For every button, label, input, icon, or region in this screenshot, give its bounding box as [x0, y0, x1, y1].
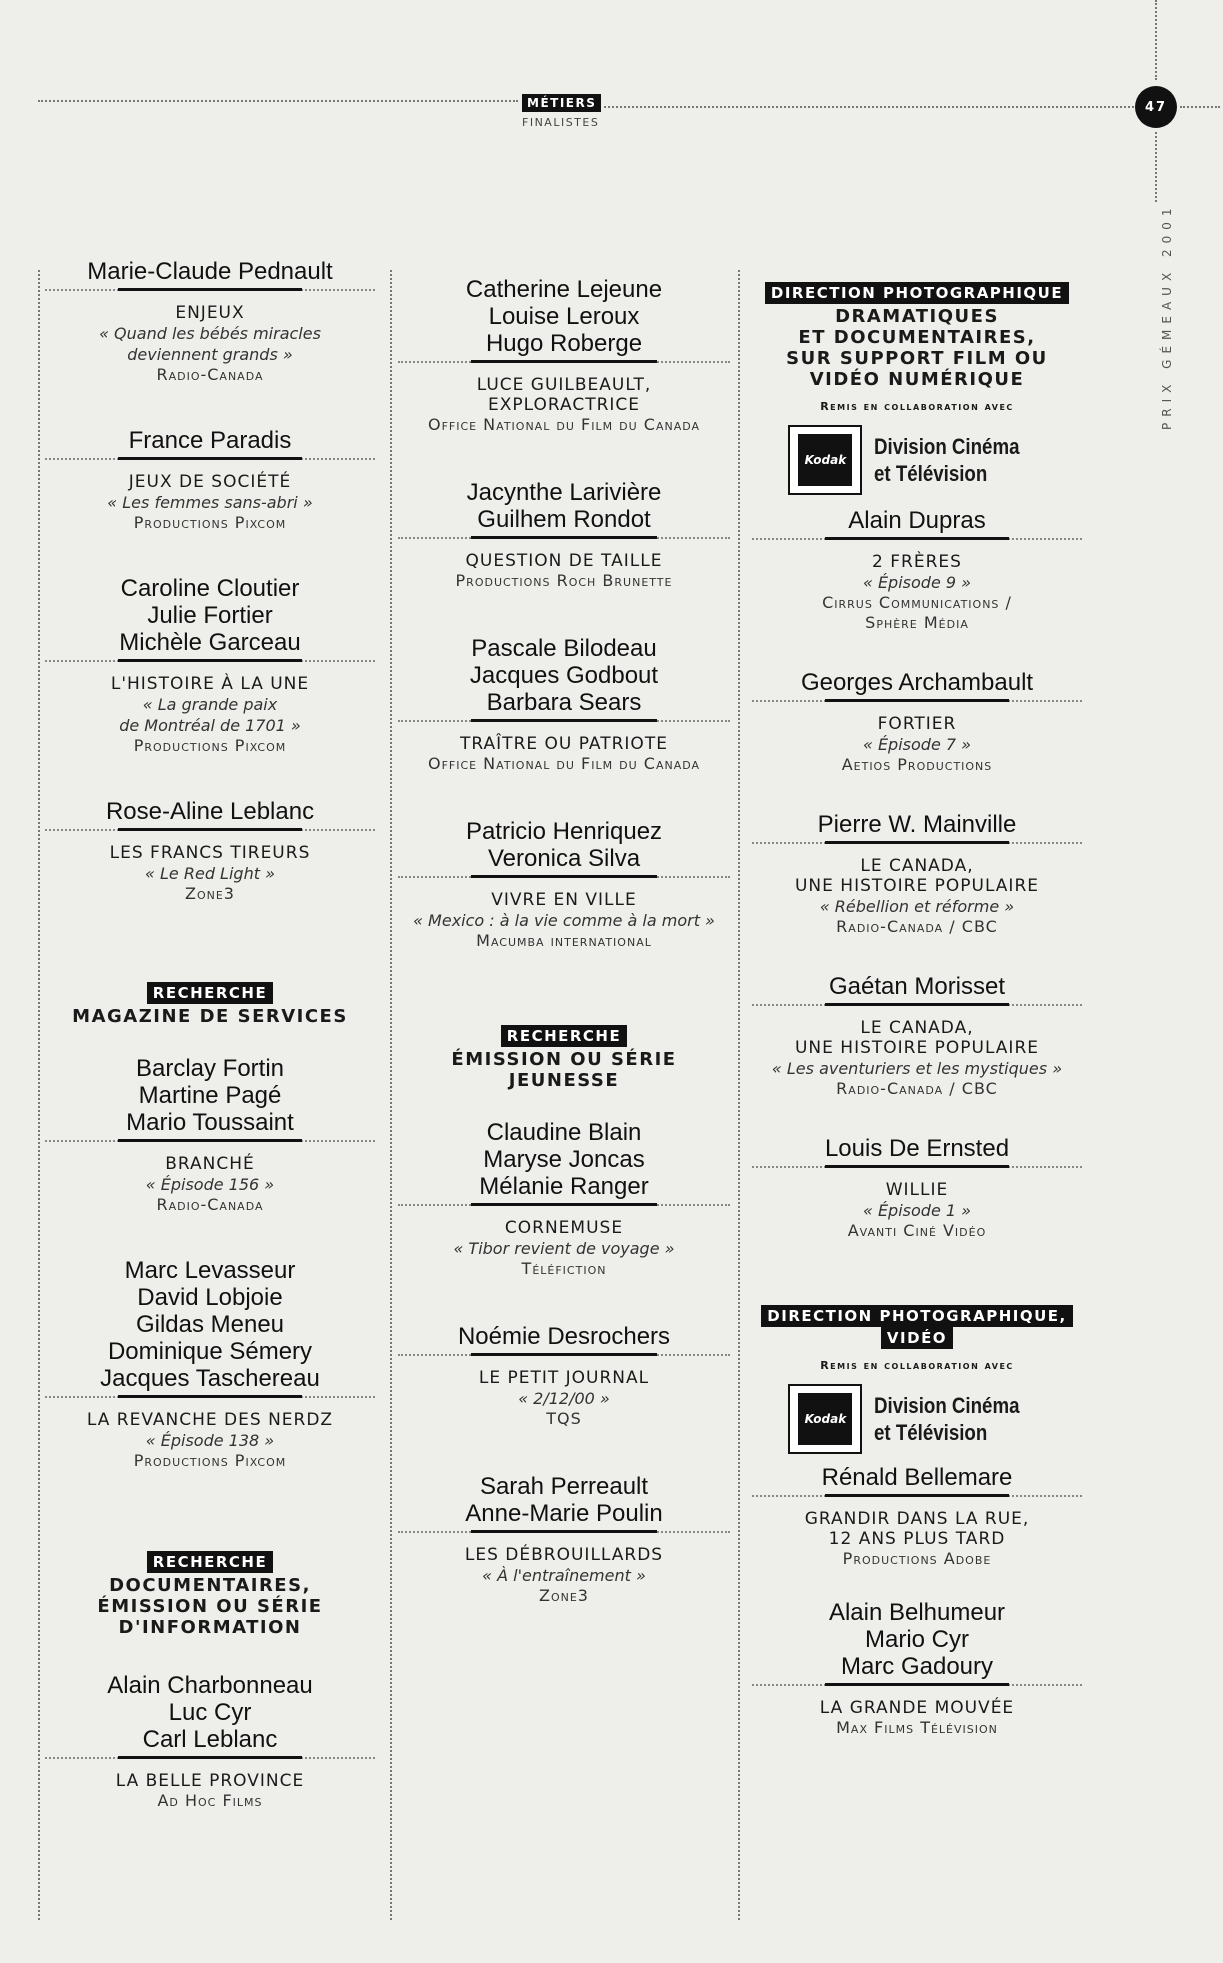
producer-name: Macumba international: [476, 931, 652, 950]
entry-separator: [45, 660, 375, 664]
episode-title: « Les femmes sans-abri »: [107, 493, 313, 512]
producer-name: Radio-Canada / CBC: [836, 1079, 998, 1098]
nominee-names: [398, 635, 730, 716]
nominee-names: [398, 479, 730, 533]
nominee-entry: [398, 1119, 730, 1279]
nominee-name: Marc Levasseur: [124, 1257, 296, 1284]
entry-separator: [45, 1140, 375, 1144]
producer-name: Productions Pixcom: [133, 1451, 287, 1470]
nominee-names: [398, 1323, 730, 1350]
category-title-line: VIDÉO NUMÉRIQUE: [809, 369, 1025, 390]
entry-separator: [45, 1396, 375, 1400]
episode-title: « Mexico : à la vie comme à la mort »: [413, 911, 715, 930]
category-title-line: DOCUMENTAIRES,: [109, 1575, 311, 1596]
nominee-entry: [45, 427, 375, 533]
producer-name: Avanti Ciné Vidéo: [847, 1221, 987, 1240]
column-3: [752, 282, 1082, 1738]
category-title: [752, 306, 1082, 390]
entry-group-2a: [398, 276, 730, 951]
nominee-name: Louise Leroux: [488, 303, 640, 330]
nominee-name: Pascale Bilodeau: [471, 635, 657, 662]
entry-separator: [398, 361, 730, 365]
episode-title: deviennent grands »: [127, 345, 293, 364]
nominee-name: Alain Belhumeur: [828, 1599, 1006, 1626]
producer-name: Radio-Canada / CBC: [836, 917, 998, 936]
entry-separator: [752, 842, 1082, 846]
producer-name: Office National du Film du Canada: [427, 415, 701, 434]
nominee-names: [752, 1599, 1082, 1680]
kodak-logo: [752, 425, 1082, 495]
category-tag: RECHERCHE: [147, 1551, 273, 1573]
nominee-name: Guilhem Rondot: [477, 506, 651, 533]
entry-separator: [45, 1757, 375, 1761]
episode-title: « Épisode 138 »: [145, 1431, 275, 1450]
nominee-name: Maryse Joncas: [483, 1146, 645, 1173]
episode-title: « La grande paix: [142, 695, 278, 714]
nominee-name: David Lobjoie: [137, 1284, 283, 1311]
column-1: [45, 258, 375, 1811]
nominee-name: Mario Toussaint: [126, 1109, 294, 1136]
program-title: LES FRANCS TIREURS: [109, 843, 311, 863]
nominee-name: France Paradis: [128, 427, 292, 454]
nominee-names: [398, 1473, 730, 1527]
category-recherche-magazine: [45, 982, 375, 1027]
nominee-entry: [45, 575, 375, 756]
nominee-name: Sarah Perreault: [479, 1473, 649, 1500]
nominee-entry: [752, 973, 1082, 1099]
nominee-names: [752, 973, 1082, 1000]
category-title-line: ÉMISSION OU SÉRIE: [451, 1049, 677, 1070]
nominee-entry: [752, 811, 1082, 937]
producer-name: Radio-Canada: [156, 1195, 264, 1214]
nominee-name: Jacynthe Larivière: [466, 479, 662, 506]
episode-title: de Montréal de 1701 »: [119, 716, 301, 735]
program-title: L'HISTOIRE À LA UNE: [110, 674, 310, 694]
nominee-name: Anne-Marie Poulin: [465, 1500, 663, 1527]
entry-separator: [398, 1354, 730, 1358]
nominee-entry: [752, 1599, 1082, 1738]
nominee-entry: [398, 276, 730, 435]
kodak-division-text: Division Cinéma et Télévision: [874, 1393, 1020, 1445]
page-number: 47: [1135, 86, 1177, 128]
side-publication-title: PRIX GÉMEAUX 2001: [1160, 202, 1174, 430]
program-title: LES DÉBROUILLARDS: [464, 1545, 664, 1565]
column-rule-2: [390, 270, 392, 1920]
nominee-name: Alain Charbonneau: [107, 1672, 313, 1699]
nominee-name: Marc Gadoury: [840, 1653, 994, 1680]
entry-group-1c: [45, 1672, 375, 1811]
nominee-names: [398, 276, 730, 357]
nominee-name: Barclay Fortin: [135, 1055, 285, 1082]
episode-title: « Épisode 7 »: [862, 735, 972, 754]
program-title: 2 FRÈRES: [872, 552, 962, 572]
category-tag: RECHERCHE: [501, 1025, 627, 1047]
program-title: LE PETIT JOURNAL: [478, 1368, 650, 1388]
entry-separator: [752, 1166, 1082, 1170]
program-title: LA BELLE PROVINCE: [115, 1771, 305, 1791]
nominee-names: [752, 811, 1082, 838]
nominee-entry: [398, 1323, 730, 1429]
program-title: CORNEMUSE: [504, 1218, 624, 1238]
nominee-names: [752, 669, 1082, 696]
side-rule-mid: [1155, 132, 1157, 202]
entry-separator: [752, 700, 1082, 704]
producer-name: Ad Hoc Films: [157, 1791, 263, 1810]
nominee-names: [45, 427, 375, 454]
nominee-entry: [398, 1473, 730, 1606]
column-2: [398, 276, 730, 1606]
nominee-name: Pierre W. Mainville: [817, 811, 1017, 838]
program-title: GRANDIR DANS LA RUE,: [804, 1509, 1030, 1529]
producer-name: Radio-Canada: [156, 365, 264, 384]
entry-group-1a: [45, 258, 375, 904]
entry-separator: [398, 1204, 730, 1208]
entry-separator: [45, 289, 375, 293]
episode-title: « Quand les bébés miracles: [99, 324, 321, 343]
entry-separator: [752, 1495, 1082, 1499]
nominee-names: [752, 1135, 1082, 1162]
nominee-entry: [45, 258, 375, 385]
entry-separator: [752, 1004, 1082, 1008]
nominee-names: [45, 1672, 375, 1753]
nominee-name: Caroline Cloutier: [120, 575, 300, 602]
kodak-icon: Kodak: [788, 425, 862, 495]
producer-name: Sphère Média: [865, 613, 969, 632]
nominee-entry: [752, 507, 1082, 633]
category-title-line: D'INFORMATION: [118, 1617, 302, 1638]
nominee-entry: [398, 635, 730, 774]
program-title: FORTIER: [877, 714, 957, 734]
nominee-name: Rénald Bellemare: [821, 1464, 1013, 1491]
episode-title: « Tibor revient de voyage »: [453, 1239, 675, 1258]
producer-name: Office National du Film du Canada: [427, 754, 701, 773]
nominee-name: Patricio Henriquez: [465, 818, 663, 845]
entry-group-2b: [398, 1119, 730, 1606]
nominee-entry: [398, 818, 730, 951]
category-title-line: ET DOCUMENTAIRES,: [798, 327, 1036, 348]
nominee-name: Michèle Garceau: [119, 629, 301, 656]
nominee-name: Dominique Sémery: [107, 1338, 313, 1365]
nominee-names: [752, 1464, 1082, 1491]
section-tag: MÉTIERS: [522, 94, 601, 112]
nominee-name: Georges Archambault: [800, 669, 1034, 696]
entry-group-3b: [752, 1464, 1082, 1738]
nominee-name: Gaétan Morisset: [828, 973, 1006, 1000]
entry-separator: [45, 458, 375, 462]
nominee-name: Catherine Lejeune: [465, 276, 663, 303]
episode-title: « Épisode 1 »: [862, 1201, 972, 1220]
nominee-name: Marie-Claude Pednault: [87, 258, 333, 285]
producer-name: Zone3: [539, 1586, 589, 1605]
producer-name: Productions Adobe: [842, 1549, 992, 1568]
category-title: [398, 1049, 730, 1091]
episode-title: « 2/12/00 »: [518, 1389, 610, 1408]
nominee-name: Martine Pagé: [138, 1082, 282, 1109]
program-title: JEUX DE SOCIÉTÉ: [128, 472, 292, 492]
program-title: EXPLORACTRICE: [487, 395, 641, 415]
episode-title: « Épisode 156 »: [145, 1175, 275, 1194]
producer-name: Téléfiction: [521, 1259, 607, 1278]
program-title: ENJEUX: [175, 303, 245, 323]
nominee-name: Rose-Aline Leblanc: [105, 798, 315, 825]
producer-name: Productions Pixcom: [133, 736, 287, 755]
collaboration-note: Remis en collaboration avec: [820, 1359, 1014, 1372]
nominee-entry: [752, 1464, 1082, 1569]
nominee-entry: [45, 1055, 375, 1215]
column-rule-3: [738, 270, 740, 1920]
program-title: BRANCHÉ: [165, 1154, 255, 1174]
producer-name: Zone3: [185, 884, 235, 903]
nominee-entry: [45, 1672, 375, 1811]
kodak-icon: Kodak: [788, 1384, 862, 1454]
category-title: [45, 1575, 375, 1638]
nominee-entry: [752, 1135, 1082, 1241]
collaboration-note: Remis en collaboration avec: [820, 400, 1014, 413]
nominee-name: Gildas Meneu: [135, 1311, 285, 1338]
category-title: [45, 1006, 375, 1027]
episode-title: « Les aventuriers et les mystiques »: [771, 1059, 1063, 1078]
column-rule-1: [38, 270, 40, 1920]
nominee-name: Alain Dupras: [848, 507, 986, 534]
nominee-name: Mario Cyr: [864, 1626, 969, 1653]
nominee-name: Claudine Blain: [486, 1119, 642, 1146]
program-title: UNE HISTOIRE POPULAIRE: [794, 876, 1039, 896]
category-title-line: DRAMATIQUES: [835, 306, 999, 327]
nominee-entry: [398, 479, 730, 591]
nominee-names: [45, 575, 375, 656]
nominee-name: Jacques Godbout: [469, 662, 659, 689]
episode-title: « Épisode 9 »: [862, 573, 972, 592]
program-title: LA GRANDE MOUVÉE: [819, 1698, 1015, 1718]
nominee-name: Veronica Silva: [487, 845, 641, 872]
nominee-entry: [45, 1257, 375, 1471]
producer-name: Productions Roch Brunette: [455, 571, 673, 590]
nominee-name: Carl Leblanc: [142, 1726, 278, 1753]
nominee-name: Louis De Ernsted: [824, 1135, 1010, 1162]
program-title: UNE HISTOIRE POPULAIRE: [794, 1038, 1039, 1058]
entry-group-1b: [45, 1055, 375, 1471]
category-tag: VIDÉO: [881, 1327, 953, 1349]
kodak-logo: [752, 1384, 1082, 1454]
episode-title: « Le Red Light »: [145, 864, 275, 883]
program-title: LUCE GUILBEAULT,: [476, 375, 652, 395]
entry-separator: [45, 829, 375, 833]
nominee-name: Mélanie Ranger: [479, 1173, 649, 1200]
nominee-names: [45, 798, 375, 825]
category-recherche-documentaires: [45, 1551, 375, 1638]
kodak-division-text: Division Cinéma et Télévision: [874, 434, 1020, 486]
program-title: LA REVANCHE DES NERDZ: [86, 1410, 334, 1430]
category-direction-photo-video: [752, 1305, 1082, 1454]
program-title: LE CANADA,: [860, 856, 974, 876]
category-title-line: SUR SUPPORT FILM OU: [786, 348, 1048, 369]
episode-title: « Rébellion et réforme »: [819, 897, 1015, 916]
category-title-line: MAGAZINE DE SERVICES: [72, 1006, 348, 1027]
nominee-entry: [752, 669, 1082, 775]
nominee-name: Noémie Desrochers: [457, 1323, 671, 1350]
nominee-names: [752, 507, 1082, 534]
side-rule-top: [1155, 0, 1157, 80]
nominee-names: [45, 258, 375, 285]
category-tag: RECHERCHE: [147, 982, 273, 1004]
nominee-name: Julie Fortier: [147, 602, 273, 629]
category-title-line: ÉMISSION OU SÉRIE: [97, 1596, 323, 1617]
category-recherche-jeunesse: [398, 1025, 730, 1091]
nominee-name: Hugo Roberge: [485, 330, 643, 357]
nominee-names: [45, 1257, 375, 1392]
category-direction-photo-dramatiques: [752, 282, 1082, 495]
program-title: VIVRE EN VILLE: [491, 890, 637, 910]
nominee-names: [398, 1119, 730, 1200]
category-tag: DIRECTION PHOTOGRAPHIQUE,: [761, 1305, 1072, 1327]
entry-separator: [752, 1684, 1082, 1688]
program-title: WILLIE: [885, 1180, 949, 1200]
entry-separator: [398, 720, 730, 724]
program-title: 12 ANS PLUS TARD: [828, 1529, 1006, 1549]
entry-separator: [752, 538, 1082, 542]
program-title: TRAÎTRE OU PATRIOTE: [460, 734, 668, 754]
nominee-name: Barbara Sears: [486, 689, 642, 716]
nominee-entry: [45, 798, 375, 904]
entry-separator: [398, 1531, 730, 1535]
entry-separator: [398, 876, 730, 880]
producer-name: Aetios Productions: [841, 755, 993, 774]
entry-group-3a: [752, 507, 1082, 1241]
nominee-name: Luc Cyr: [168, 1699, 252, 1726]
program-title: LE CANADA,: [860, 1018, 974, 1038]
section-subtitle: FINALISTES: [522, 116, 600, 129]
nominee-name: Jacques Taschereau: [100, 1365, 320, 1392]
nominee-names: [45, 1055, 375, 1136]
producer-name: Max Films Télévision: [836, 1718, 998, 1737]
producer-name: Cirrus Communications /: [822, 593, 1012, 612]
producer-name: TQS: [546, 1409, 582, 1428]
category-tag: DIRECTION PHOTOGRAPHIQUE: [765, 282, 1069, 304]
producer-name: Productions Pixcom: [133, 513, 287, 532]
nominee-names: [398, 818, 730, 872]
episode-title: « À l'entraînement »: [482, 1566, 646, 1585]
category-title-line: JEUNESSE: [508, 1070, 620, 1091]
program-title: QUESTION DE TAILLE: [465, 551, 663, 571]
entry-separator: [398, 537, 730, 541]
page-header: [0, 92, 1223, 132]
